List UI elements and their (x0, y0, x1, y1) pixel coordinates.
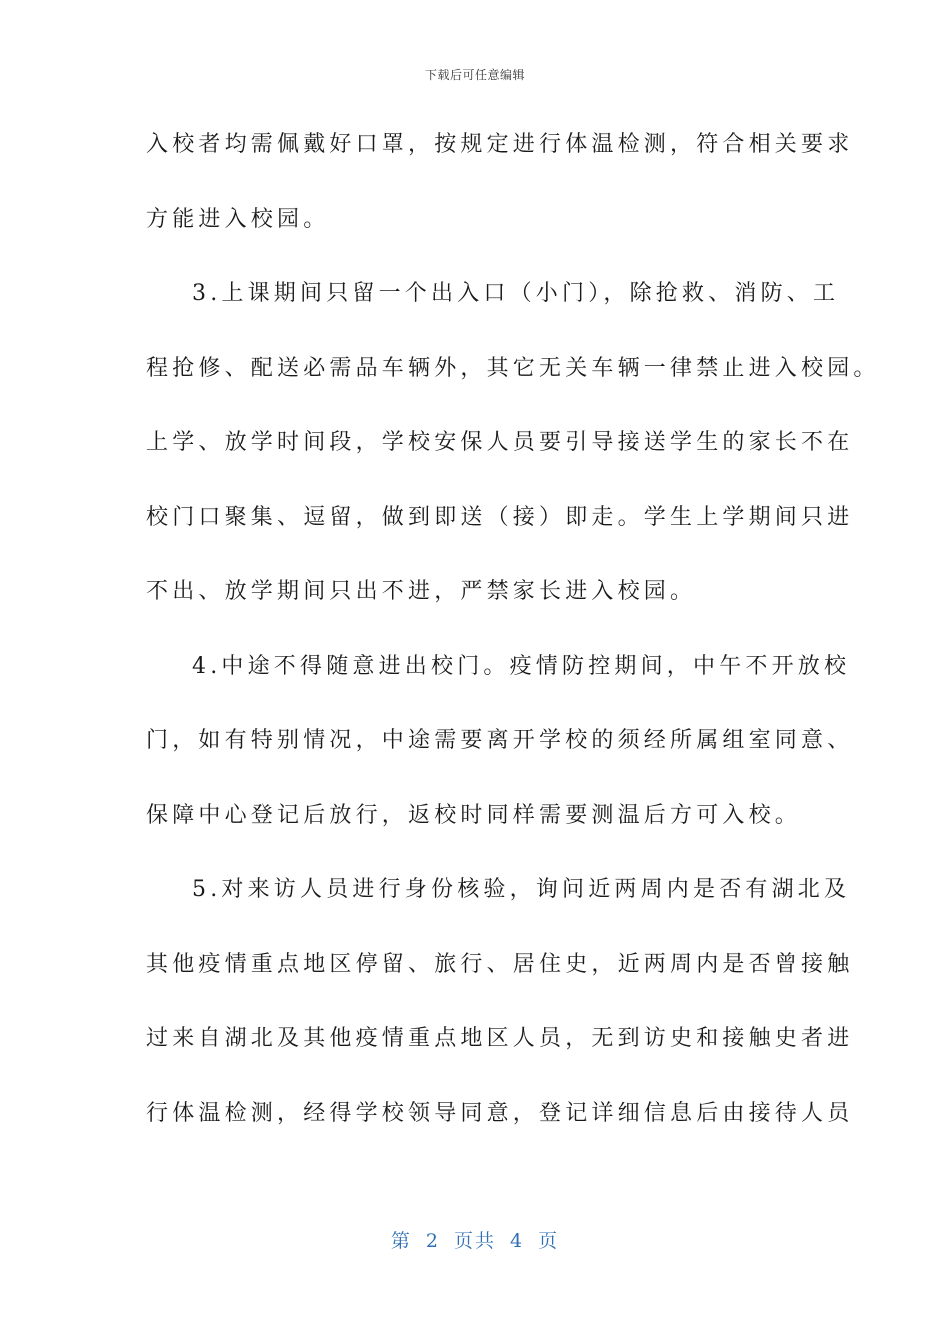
text-line: 其他疫情重点地区停留、旅行、居住史，近两周内是否曾接触 (146, 951, 854, 977)
text-line: 上学、放学时间段，学校安保人员要引导接送学生的家长不在 (146, 430, 854, 455)
current-page-number: 2 (425, 1230, 440, 1252)
text-line: 过来自湖北及其他疫情重点地区人员，无到访史和接触史者进 (146, 1026, 854, 1051)
document-body (146, 118, 880, 1161)
page-prefix: 第 (390, 1230, 412, 1252)
page-number-footer (0, 1226, 950, 1253)
text-line: 校门口聚集、逗留，做到即送（接）即走。学生上学期间只进 (146, 504, 854, 530)
text-line: 程抢修、配送必需品车辆外，其它无关车辆一律禁止进入校园。 (146, 355, 880, 381)
text-line: 行体温检测，经得学校领导同意，登记详细信息后由接待人员 (146, 1100, 854, 1126)
text-line: 方能进入校园。 (146, 206, 330, 232)
total-pages-number: 4 (510, 1230, 525, 1252)
paragraph-start-line: 4.中途不得随意进出校门。疫情防控期间，中午不开放校 (192, 653, 851, 679)
paragraph-start-line: 3.上课期间只留一个出入口（小门），除抢救、消防、工 (192, 281, 840, 306)
text-line: 门，如有特别情况，中途需要离开学校的须经所属组室同意、 (146, 728, 854, 753)
page-header: 下载后可任意编辑 (424, 68, 525, 82)
page-suffix: 页 (538, 1230, 560, 1252)
text-line: 不出、放学期间只出不进，严禁家长进入校园。 (146, 579, 697, 604)
text-line: 保障中心登记后放行，返校时同样需要测温后方可入校。 (146, 802, 802, 828)
text-line: 入校者均需佩戴好口罩，按规定进行体温检测，符合相关要求 (146, 132, 854, 157)
page-middle: 页共 (453, 1230, 496, 1252)
paragraph-start-line: 5.对来访人员进行身份核验，询问近两周内是否有湖北及 (192, 877, 851, 902)
